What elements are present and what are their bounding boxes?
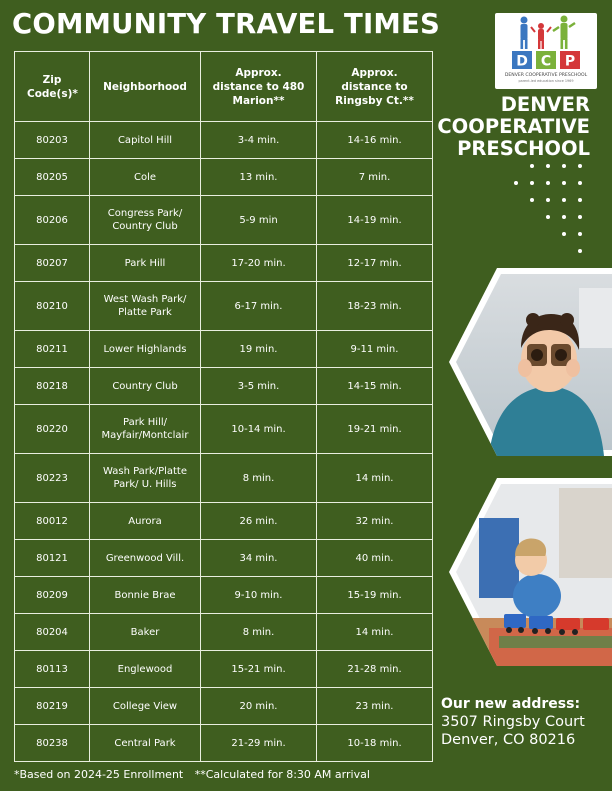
zip-cell: 80218 bbox=[15, 368, 90, 405]
distance-marion-cell: 6-17 min. bbox=[201, 282, 317, 331]
zip-cell: 80113 bbox=[15, 651, 90, 688]
decorative-dot bbox=[562, 232, 566, 236]
neighborhood-cell: Park Hill bbox=[90, 245, 201, 282]
table-row bbox=[15, 454, 433, 503]
decorative-dot bbox=[578, 181, 582, 185]
distance-ringsby-cell: 14-15 min. bbox=[317, 368, 433, 405]
distance-ringsby-cell: 14 min. bbox=[317, 454, 433, 503]
neighborhood-cell: Congress Park/ Country Club bbox=[90, 196, 201, 245]
logo-letter-d: D bbox=[516, 53, 528, 70]
distance-ringsby-cell: 23 min. bbox=[317, 688, 433, 725]
logo-subtitle: DENVER COOPERATIVE PRESCHOOL bbox=[504, 73, 588, 78]
distance-marion-cell: 8 min. bbox=[201, 454, 317, 503]
decorative-dot bbox=[578, 249, 582, 253]
decorative-dot bbox=[530, 164, 534, 168]
address-city: Denver, CO 80216 bbox=[441, 732, 576, 748]
distance-ringsby-cell: 14-19 min. bbox=[317, 196, 433, 245]
distance-ringsby-cell: 19-21 min. bbox=[317, 405, 433, 454]
zip-cell: 80219 bbox=[15, 688, 90, 725]
neighborhood-cell: West Wash Park/ Platte Park bbox=[90, 282, 201, 331]
distance-ringsby-cell: 12-17 min. bbox=[317, 245, 433, 282]
distance-ringsby-cell: 9-11 min. bbox=[317, 331, 433, 368]
table-header-row bbox=[15, 52, 433, 122]
table-row bbox=[15, 577, 433, 614]
table-row bbox=[15, 122, 433, 159]
neighborhood-cell: Capitol Hill bbox=[90, 122, 201, 159]
distance-marion-cell: 20 min. bbox=[201, 688, 317, 725]
neighborhood-cell: Baker bbox=[90, 614, 201, 651]
table-row bbox=[15, 159, 433, 196]
address-street: 3507 Ringsby Court bbox=[441, 714, 585, 730]
decorative-dot bbox=[546, 198, 550, 202]
photo-child-binoculars bbox=[449, 268, 612, 456]
table-row bbox=[15, 688, 433, 725]
decorative-dot bbox=[514, 181, 518, 185]
distance-ringsby-cell: 15-19 min. bbox=[317, 577, 433, 614]
logo-figures bbox=[521, 16, 576, 50]
table-row bbox=[15, 196, 433, 245]
footnote-arrival: **Calculated for 8:30 AM arrival bbox=[194, 768, 370, 781]
brand-name bbox=[437, 94, 590, 160]
photo-child-toy-train bbox=[449, 478, 612, 666]
header-zip: Zip Code(s)* bbox=[15, 52, 90, 122]
address-heading: Our new address: bbox=[441, 696, 581, 712]
travel-times-table bbox=[14, 51, 433, 762]
decorative-dot bbox=[578, 215, 582, 219]
header-distance-marion: Approx. distance to 480 Marion** bbox=[201, 52, 317, 122]
neighborhood-cell: Wash Park/Platte Park/ U. Hills bbox=[90, 454, 201, 503]
neighborhood-cell: Aurora bbox=[90, 503, 201, 540]
neighborhood-cell: Bonnie Brae bbox=[90, 577, 201, 614]
neighborhood-cell: Park Hill/ Mayfair/Montclair bbox=[90, 405, 201, 454]
dcp-logo bbox=[495, 13, 597, 89]
zip-cell: 80012 bbox=[15, 503, 90, 540]
distance-marion-cell: 10-14 min. bbox=[201, 405, 317, 454]
zip-cell: 80206 bbox=[15, 196, 90, 245]
decorative-dot bbox=[578, 164, 582, 168]
decorative-dot bbox=[546, 215, 550, 219]
table-row bbox=[15, 331, 433, 368]
zip-cell: 80220 bbox=[15, 405, 90, 454]
zip-cell: 80223 bbox=[15, 454, 90, 503]
distance-ringsby-cell: 21-28 min. bbox=[317, 651, 433, 688]
table-row bbox=[15, 614, 433, 651]
distance-marion-cell: 5-9 min bbox=[201, 196, 317, 245]
distance-marion-cell: 3-4 min. bbox=[201, 122, 317, 159]
distance-ringsby-cell: 18-23 min. bbox=[317, 282, 433, 331]
footnote-enrollment: *Based on 2024-25 Enrollment bbox=[14, 768, 184, 781]
table-row bbox=[15, 540, 433, 577]
distance-marion-cell: 21-29 min. bbox=[201, 725, 317, 762]
table-row bbox=[15, 651, 433, 688]
page-title: COMMUNITY TRAVEL TIMES bbox=[12, 8, 440, 40]
decorative-dot bbox=[562, 198, 566, 202]
zip-cell: 80207 bbox=[15, 245, 90, 282]
zip-cell: 80204 bbox=[15, 614, 90, 651]
neighborhood-cell: Cole bbox=[90, 159, 201, 196]
zip-cell: 80121 bbox=[15, 540, 90, 577]
decorative-dot bbox=[546, 181, 550, 185]
distance-marion-cell: 17-20 min. bbox=[201, 245, 317, 282]
distance-ringsby-cell: 7 min. bbox=[317, 159, 433, 196]
decorative-dot bbox=[530, 181, 534, 185]
zip-cell: 80210 bbox=[15, 282, 90, 331]
neighborhood-cell: Lower Highlands bbox=[90, 331, 201, 368]
zip-cell: 80203 bbox=[15, 122, 90, 159]
distance-ringsby-cell: 10-18 min. bbox=[317, 725, 433, 762]
decorative-dot bbox=[578, 232, 582, 236]
distance-marion-cell: 19 min. bbox=[201, 331, 317, 368]
neighborhood-cell: Greenwood Vill. bbox=[90, 540, 201, 577]
brand-line-3: PRESCHOOL bbox=[457, 137, 590, 160]
decorative-dot bbox=[546, 164, 550, 168]
zip-cell: 80238 bbox=[15, 725, 90, 762]
zip-cell: 80205 bbox=[15, 159, 90, 196]
header-neighborhood: Neighborhood bbox=[90, 52, 201, 122]
logo-letter-c: C bbox=[540, 53, 552, 70]
decorative-dot bbox=[530, 198, 534, 202]
neighborhood-cell: College View bbox=[90, 688, 201, 725]
address-block bbox=[441, 696, 585, 749]
logo-tagline: parent-led education since 1969 bbox=[518, 79, 574, 83]
distance-marion-cell: 13 min. bbox=[201, 159, 317, 196]
decorative-dot bbox=[562, 164, 566, 168]
decorative-dot bbox=[578, 198, 582, 202]
distance-marion-cell: 8 min. bbox=[201, 614, 317, 651]
distance-marion-cell: 15-21 min. bbox=[201, 651, 317, 688]
zip-cell: 80211 bbox=[15, 331, 90, 368]
neighborhood-cell: Central Park bbox=[90, 725, 201, 762]
distance-marion-cell: 9-10 min. bbox=[201, 577, 317, 614]
distance-marion-cell: 3-5 min. bbox=[201, 368, 317, 405]
distance-ringsby-cell: 14-16 min. bbox=[317, 122, 433, 159]
table-row bbox=[15, 725, 433, 762]
brand-line-1: DENVER bbox=[500, 93, 590, 116]
dcp-logo-graphic bbox=[495, 13, 597, 89]
neighborhood-cell: Country Club bbox=[90, 368, 201, 405]
footnotes bbox=[14, 768, 370, 781]
decorative-dot bbox=[562, 181, 566, 185]
table-row bbox=[15, 282, 433, 331]
distance-marion-cell: 34 min. bbox=[201, 540, 317, 577]
distance-marion-cell: 26 min. bbox=[201, 503, 317, 540]
header-distance-ringsby: Approx. distance to Ringsby Ct.** bbox=[317, 52, 433, 122]
table-row bbox=[15, 245, 433, 282]
neighborhood-cell: Englewood bbox=[90, 651, 201, 688]
distance-ringsby-cell: 14 min. bbox=[317, 614, 433, 651]
decorative-dot bbox=[562, 215, 566, 219]
table-row bbox=[15, 405, 433, 454]
table-row bbox=[15, 368, 433, 405]
zip-cell: 80209 bbox=[15, 577, 90, 614]
logo-letter-p: P bbox=[564, 53, 576, 70]
table-row bbox=[15, 503, 433, 540]
distance-ringsby-cell: 32 min. bbox=[317, 503, 433, 540]
brand-line-2: COOPERATIVE bbox=[437, 115, 590, 138]
distance-ringsby-cell: 40 min. bbox=[317, 540, 433, 577]
